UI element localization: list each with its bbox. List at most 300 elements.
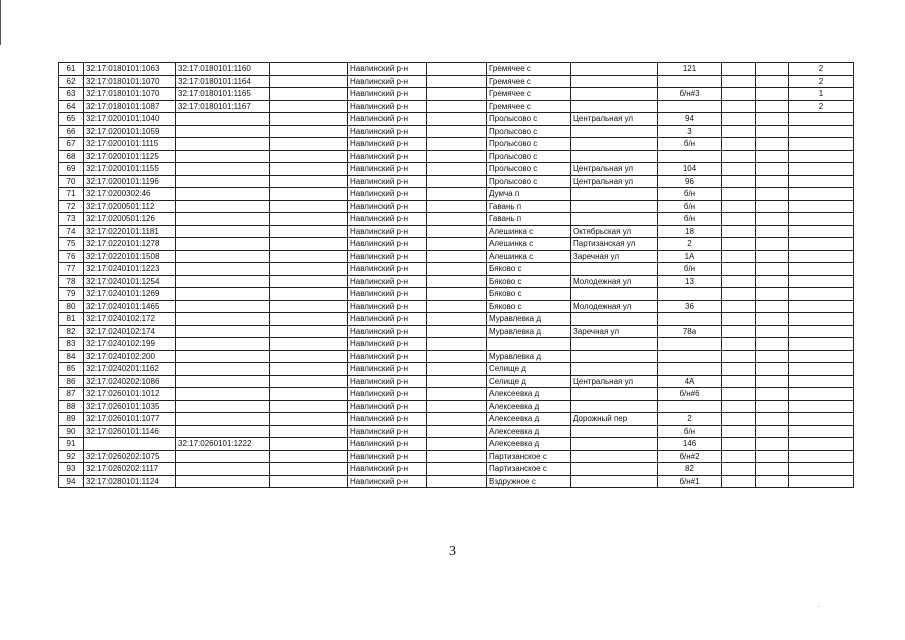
cell-district: Навлинский р-н bbox=[348, 238, 427, 251]
cell-col-12 bbox=[789, 363, 854, 376]
cell-row-number: 70 bbox=[59, 175, 84, 188]
cell-col-12 bbox=[789, 125, 854, 138]
cell-col-11 bbox=[756, 425, 789, 438]
cell-district: Навлинский р-н bbox=[348, 175, 427, 188]
cell-locality: Гремячее с bbox=[487, 75, 571, 88]
cell-parent-cadastral-number bbox=[176, 338, 270, 351]
cell-col-6 bbox=[427, 400, 487, 413]
cell-col-12 bbox=[789, 238, 854, 251]
cell-parent-cadastral-number bbox=[176, 175, 270, 188]
cell-street bbox=[571, 475, 658, 488]
cell-locality: Муравлевка д bbox=[487, 350, 571, 363]
cell-cadastral-number: 32:17:0240102:174 bbox=[84, 325, 176, 338]
cell-parent-cadastral-number bbox=[176, 150, 270, 163]
cell-col-4 bbox=[270, 350, 348, 363]
cell-col-6 bbox=[427, 63, 487, 76]
cell-cadastral-number: 32:17:0180101:1070 bbox=[84, 75, 176, 88]
cell-locality: Пролысово с bbox=[487, 175, 571, 188]
cell-street: Заречная ул bbox=[571, 325, 658, 338]
cell-street: Центральная ул bbox=[571, 113, 658, 126]
cell-col-4 bbox=[270, 438, 348, 451]
table-row bbox=[59, 413, 854, 426]
cell-cadastral-number: 32:17:0180101:1070 bbox=[84, 88, 176, 101]
cell-cadastral-number: 32:17:0200501:126 bbox=[84, 213, 176, 226]
cell-district: Навлинский р-н bbox=[348, 463, 427, 476]
table-row bbox=[59, 188, 854, 201]
cell-street bbox=[571, 125, 658, 138]
cell-street bbox=[571, 463, 658, 476]
cell-district: Навлинский р-н bbox=[348, 300, 427, 313]
cell-col-11 bbox=[756, 63, 789, 76]
cell-row-number: 74 bbox=[59, 225, 84, 238]
cell-col-10 bbox=[722, 100, 756, 113]
cell-col-11 bbox=[756, 175, 789, 188]
cell-row-number: 83 bbox=[59, 338, 84, 351]
table-row bbox=[59, 225, 854, 238]
cell-house-number bbox=[658, 363, 722, 376]
cell-locality: Пролысово с bbox=[487, 125, 571, 138]
cell-col-4 bbox=[270, 175, 348, 188]
cell-house-number bbox=[658, 150, 722, 163]
cell-col-6 bbox=[427, 100, 487, 113]
cell-col-10 bbox=[722, 438, 756, 451]
cell-col-10 bbox=[722, 313, 756, 326]
cell-locality: Алексеевка д bbox=[487, 388, 571, 401]
table-row bbox=[59, 363, 854, 376]
cell-house-number: б/н bbox=[658, 188, 722, 201]
cell-street: Партизанская ул bbox=[571, 238, 658, 251]
cell-locality: Алексеевка д bbox=[487, 438, 571, 451]
cell-parent-cadastral-number bbox=[176, 425, 270, 438]
cell-row-number: 94 bbox=[59, 475, 84, 488]
cell-district: Навлинский р-н bbox=[348, 263, 427, 276]
cell-col-6 bbox=[427, 475, 487, 488]
cell-col-10 bbox=[722, 350, 756, 363]
cell-col-4 bbox=[270, 388, 348, 401]
cell-locality: Бяково с bbox=[487, 275, 571, 288]
cell-house-number: 1А bbox=[658, 250, 722, 263]
cell-col-11 bbox=[756, 238, 789, 251]
cell-district: Навлинский р-н bbox=[348, 413, 427, 426]
cell-col-12: 2 bbox=[789, 100, 854, 113]
cell-col-11 bbox=[756, 263, 789, 276]
cell-col-11 bbox=[756, 200, 789, 213]
cell-cadastral-number: 32:17:0220101:1508 bbox=[84, 250, 176, 263]
page-edge-line bbox=[0, 0, 1, 45]
cell-parent-cadastral-number bbox=[176, 325, 270, 338]
cell-col-11 bbox=[756, 163, 789, 176]
table-row bbox=[59, 425, 854, 438]
cell-district: Навлинский р-н bbox=[348, 275, 427, 288]
cell-col-11 bbox=[756, 438, 789, 451]
cell-col-10 bbox=[722, 388, 756, 401]
cell-house-number: б/н#3 bbox=[658, 88, 722, 101]
cell-col-12 bbox=[789, 188, 854, 201]
cell-col-12 bbox=[789, 275, 854, 288]
table-row bbox=[59, 238, 854, 251]
cell-row-number: 63 bbox=[59, 88, 84, 101]
cell-col-6 bbox=[427, 388, 487, 401]
cell-house-number: б/н bbox=[658, 213, 722, 226]
cell-district: Навлинский р-н bbox=[348, 88, 427, 101]
cell-parent-cadastral-number bbox=[176, 238, 270, 251]
cell-district: Навлинский р-н bbox=[348, 163, 427, 176]
cell-house-number bbox=[658, 350, 722, 363]
table-row bbox=[59, 475, 854, 488]
cell-house-number: 146 bbox=[658, 438, 722, 451]
cell-cadastral-number: 32:17:0200101:1040 bbox=[84, 113, 176, 126]
cell-street: Молодежная ул bbox=[571, 300, 658, 313]
cell-district: Навлинский р-н bbox=[348, 375, 427, 388]
cell-house-number bbox=[658, 100, 722, 113]
cell-row-number: 67 bbox=[59, 138, 84, 151]
cell-col-12: 2 bbox=[789, 75, 854, 88]
cell-col-10 bbox=[722, 113, 756, 126]
cell-col-6 bbox=[427, 288, 487, 301]
cell-street bbox=[571, 88, 658, 101]
cell-col-10 bbox=[722, 175, 756, 188]
cell-row-number: 61 bbox=[59, 63, 84, 76]
cell-cadastral-number: 32:17:0180101:1087 bbox=[84, 100, 176, 113]
cell-col-11 bbox=[756, 413, 789, 426]
cell-col-12 bbox=[789, 350, 854, 363]
cell-district: Навлинский р-н bbox=[348, 438, 427, 451]
cell-col-11 bbox=[756, 125, 789, 138]
cell-col-4 bbox=[270, 63, 348, 76]
table-row bbox=[59, 125, 854, 138]
cell-col-10 bbox=[722, 238, 756, 251]
cell-col-12 bbox=[789, 263, 854, 276]
cell-locality: Гавань п bbox=[487, 200, 571, 213]
cell-col-10 bbox=[722, 400, 756, 413]
cell-col-10 bbox=[722, 375, 756, 388]
cell-parent-cadastral-number bbox=[176, 250, 270, 263]
cell-row-number: 85 bbox=[59, 363, 84, 376]
cell-col-10 bbox=[722, 188, 756, 201]
cell-col-11 bbox=[756, 300, 789, 313]
cell-col-6 bbox=[427, 425, 487, 438]
cell-parent-cadastral-number bbox=[176, 300, 270, 313]
cell-col-6 bbox=[427, 313, 487, 326]
cell-col-4 bbox=[270, 188, 348, 201]
cell-locality: Бяково с bbox=[487, 263, 571, 276]
cell-col-4 bbox=[270, 313, 348, 326]
cell-locality: Алешинка с bbox=[487, 250, 571, 263]
table-row bbox=[59, 263, 854, 276]
cell-col-10 bbox=[722, 425, 756, 438]
cell-row-number: 72 bbox=[59, 200, 84, 213]
cell-locality: Муравлевка д bbox=[487, 325, 571, 338]
cell-cadastral-number: 32:17:0240101:1465 bbox=[84, 300, 176, 313]
table-row bbox=[59, 250, 854, 263]
cell-locality: Бяково с bbox=[487, 288, 571, 301]
cell-street bbox=[571, 75, 658, 88]
cell-locality: Гавань п bbox=[487, 213, 571, 226]
cell-col-6 bbox=[427, 250, 487, 263]
cell-col-11 bbox=[756, 75, 789, 88]
table-row bbox=[59, 288, 854, 301]
cell-col-6 bbox=[427, 225, 487, 238]
table-row bbox=[59, 388, 854, 401]
cell-parent-cadastral-number bbox=[176, 163, 270, 176]
cell-district: Навлинский р-н bbox=[348, 75, 427, 88]
cell-street bbox=[571, 363, 658, 376]
cell-parent-cadastral-number bbox=[176, 138, 270, 151]
cell-street: Заречная ул bbox=[571, 250, 658, 263]
cell-locality: Пролысово с bbox=[487, 150, 571, 163]
cell-col-6 bbox=[427, 450, 487, 463]
cell-col-12 bbox=[789, 450, 854, 463]
cell-parent-cadastral-number bbox=[176, 200, 270, 213]
cell-cadastral-number: 32:17:0240101:1254 bbox=[84, 275, 176, 288]
table-row bbox=[59, 200, 854, 213]
cell-locality: Пролысово с bbox=[487, 163, 571, 176]
table-row bbox=[59, 113, 854, 126]
cell-street bbox=[571, 438, 658, 451]
cell-district: Навлинский р-н bbox=[348, 313, 427, 326]
cell-cadastral-number: 32:17:0260101:1012 bbox=[84, 388, 176, 401]
table-row bbox=[59, 350, 854, 363]
cell-col-6 bbox=[427, 413, 487, 426]
cell-parent-cadastral-number bbox=[176, 363, 270, 376]
cell-street bbox=[571, 338, 658, 351]
cell-col-11 bbox=[756, 250, 789, 263]
cell-col-6 bbox=[427, 238, 487, 251]
cell-house-number bbox=[658, 338, 722, 351]
cell-col-11 bbox=[756, 113, 789, 126]
cell-col-4 bbox=[270, 275, 348, 288]
cell-parent-cadastral-number: 32:17:0180101:1167 bbox=[176, 100, 270, 113]
cell-district: Навлинский р-н bbox=[348, 338, 427, 351]
cell-street bbox=[571, 350, 658, 363]
cell-cadastral-number: 32:17:0240102:172 bbox=[84, 313, 176, 326]
cell-district: Навлинский р-н bbox=[348, 225, 427, 238]
cell-parent-cadastral-number bbox=[176, 125, 270, 138]
cell-row-number: 88 bbox=[59, 400, 84, 413]
cell-locality: Бяково с bbox=[487, 300, 571, 313]
cell-street: Центральная ул bbox=[571, 175, 658, 188]
cell-street bbox=[571, 63, 658, 76]
cell-cadastral-number: 32:17:0200101:1115 bbox=[84, 138, 176, 151]
cell-col-12 bbox=[789, 313, 854, 326]
cell-locality: Алексеевка д bbox=[487, 413, 571, 426]
cell-col-10 bbox=[722, 413, 756, 426]
table-row bbox=[59, 175, 854, 188]
cell-col-11 bbox=[756, 400, 789, 413]
cell-col-4 bbox=[270, 400, 348, 413]
cell-col-12 bbox=[789, 288, 854, 301]
cell-cadastral-number: 32:17:0240201:1162 bbox=[84, 363, 176, 376]
cell-col-11 bbox=[756, 213, 789, 226]
cell-col-10 bbox=[722, 475, 756, 488]
cell-col-6 bbox=[427, 150, 487, 163]
cell-col-6 bbox=[427, 300, 487, 313]
cell-col-4 bbox=[270, 163, 348, 176]
cell-district: Навлинский р-н bbox=[348, 138, 427, 151]
cell-house-number: 18 bbox=[658, 225, 722, 238]
cell-district: Навлинский р-н bbox=[348, 425, 427, 438]
cell-row-number: 92 bbox=[59, 450, 84, 463]
cell-district: Навлинский р-н bbox=[348, 188, 427, 201]
cell-parent-cadastral-number bbox=[176, 463, 270, 476]
cell-col-4 bbox=[270, 425, 348, 438]
cell-cadastral-number: 32:17:0200101:1059 bbox=[84, 125, 176, 138]
table-row bbox=[59, 313, 854, 326]
cell-col-4 bbox=[270, 300, 348, 313]
cell-row-number: 90 bbox=[59, 425, 84, 438]
cell-parent-cadastral-number bbox=[176, 188, 270, 201]
cell-row-number: 78 bbox=[59, 275, 84, 288]
cell-col-11 bbox=[756, 325, 789, 338]
cell-col-6 bbox=[427, 363, 487, 376]
cell-col-4 bbox=[270, 150, 348, 163]
cell-col-10 bbox=[722, 88, 756, 101]
table-row bbox=[59, 275, 854, 288]
cell-col-10 bbox=[722, 250, 756, 263]
table-row bbox=[59, 438, 854, 451]
cell-house-number: 104 bbox=[658, 163, 722, 176]
cell-col-6 bbox=[427, 175, 487, 188]
cell-col-4 bbox=[270, 200, 348, 213]
cell-col-12 bbox=[789, 475, 854, 488]
table-row bbox=[59, 138, 854, 151]
table-row bbox=[59, 450, 854, 463]
cell-col-4 bbox=[270, 75, 348, 88]
cell-col-4 bbox=[270, 263, 348, 276]
cell-col-11 bbox=[756, 350, 789, 363]
cell-col-12: 1 bbox=[789, 88, 854, 101]
cell-col-4 bbox=[270, 125, 348, 138]
cell-col-12 bbox=[789, 225, 854, 238]
table-row bbox=[59, 75, 854, 88]
cell-street: Дорожный пер bbox=[571, 413, 658, 426]
cell-col-12 bbox=[789, 438, 854, 451]
cell-locality: Гремячее с bbox=[487, 63, 571, 76]
cell-district: Навлинский р-н bbox=[348, 200, 427, 213]
cell-cadastral-number: 32:17:0220101:1181 bbox=[84, 225, 176, 238]
cell-col-10 bbox=[722, 125, 756, 138]
cell-house-number: б/н#6 bbox=[658, 388, 722, 401]
table-row bbox=[59, 163, 854, 176]
cell-row-number: 86 bbox=[59, 375, 84, 388]
cell-row-number: 87 bbox=[59, 388, 84, 401]
cell-col-4 bbox=[270, 375, 348, 388]
cell-district: Навлинский р-н bbox=[348, 250, 427, 263]
cell-cadastral-number: 32:17:0240202:1086 bbox=[84, 375, 176, 388]
cell-col-12 bbox=[789, 300, 854, 313]
cell-parent-cadastral-number bbox=[176, 388, 270, 401]
cell-col-10 bbox=[722, 275, 756, 288]
cell-street bbox=[571, 263, 658, 276]
cell-row-number: 93 bbox=[59, 463, 84, 476]
cell-street bbox=[571, 288, 658, 301]
cell-col-11 bbox=[756, 150, 789, 163]
cell-house-number: 36 bbox=[658, 300, 722, 313]
cell-col-6 bbox=[427, 163, 487, 176]
cell-row-number: 71 bbox=[59, 188, 84, 201]
cell-col-4 bbox=[270, 225, 348, 238]
cell-house-number: 13 bbox=[658, 275, 722, 288]
cell-parent-cadastral-number: 32:17:0180101:1165 bbox=[176, 88, 270, 101]
cell-locality: Гремячее с bbox=[487, 88, 571, 101]
cell-locality: Алексеевка д bbox=[487, 400, 571, 413]
cell-row-number: 77 bbox=[59, 263, 84, 276]
cell-street bbox=[571, 313, 658, 326]
cell-locality: Селище д bbox=[487, 363, 571, 376]
cell-street bbox=[571, 400, 658, 413]
cell-col-11 bbox=[756, 463, 789, 476]
cell-col-12 bbox=[789, 413, 854, 426]
cell-house-number: 94 bbox=[658, 113, 722, 126]
cell-cadastral-number: 32:17:0200501:112 bbox=[84, 200, 176, 213]
cell-house-number: б/н#2 bbox=[658, 450, 722, 463]
property-registry-table bbox=[58, 62, 854, 488]
cell-street: Центральная ул bbox=[571, 375, 658, 388]
cell-col-10 bbox=[722, 138, 756, 151]
cell-street: Молодежная ул bbox=[571, 275, 658, 288]
cell-col-6 bbox=[427, 88, 487, 101]
cell-locality: Гремячее с bbox=[487, 100, 571, 113]
cell-col-10 bbox=[722, 163, 756, 176]
cell-street bbox=[571, 200, 658, 213]
cell-col-6 bbox=[427, 375, 487, 388]
cell-row-number: 65 bbox=[59, 113, 84, 126]
table-row bbox=[59, 375, 854, 388]
table-row bbox=[59, 88, 854, 101]
cell-district: Навлинский р-н bbox=[348, 288, 427, 301]
cell-col-12 bbox=[789, 400, 854, 413]
cell-col-12 bbox=[789, 425, 854, 438]
cell-col-4 bbox=[270, 138, 348, 151]
cell-col-12 bbox=[789, 200, 854, 213]
cell-col-10 bbox=[722, 338, 756, 351]
cell-row-number: 82 bbox=[59, 325, 84, 338]
cell-col-11 bbox=[756, 475, 789, 488]
cell-parent-cadastral-number bbox=[176, 375, 270, 388]
cell-cadastral-number bbox=[84, 438, 176, 451]
cell-col-4 bbox=[270, 363, 348, 376]
cell-parent-cadastral-number bbox=[176, 213, 270, 226]
cell-district: Навлинский р-н bbox=[348, 150, 427, 163]
cell-col-12 bbox=[789, 138, 854, 151]
scan-speck bbox=[818, 606, 819, 607]
cell-col-6 bbox=[427, 125, 487, 138]
cell-district: Навлинский р-н bbox=[348, 325, 427, 338]
cell-street bbox=[571, 450, 658, 463]
cell-house-number: б/н bbox=[658, 200, 722, 213]
cell-street: Центральная ул bbox=[571, 163, 658, 176]
cell-row-number: 69 bbox=[59, 163, 84, 176]
cell-row-number: 80 bbox=[59, 300, 84, 313]
cell-locality bbox=[487, 338, 571, 351]
cell-district: Навлинский р-н bbox=[348, 350, 427, 363]
cell-district: Навлинский р-н bbox=[348, 363, 427, 376]
cell-col-10 bbox=[722, 288, 756, 301]
cell-col-12 bbox=[789, 325, 854, 338]
cell-row-number: 79 bbox=[59, 288, 84, 301]
cell-col-4 bbox=[270, 113, 348, 126]
cell-parent-cadastral-number bbox=[176, 275, 270, 288]
cell-col-4 bbox=[270, 325, 348, 338]
cell-col-6 bbox=[427, 275, 487, 288]
cell-house-number: 3 bbox=[658, 125, 722, 138]
cell-district: Навлинский р-н bbox=[348, 450, 427, 463]
cell-locality: Вздружное с bbox=[487, 475, 571, 488]
cell-house-number: 2 bbox=[658, 413, 722, 426]
cell-parent-cadastral-number bbox=[176, 113, 270, 126]
cell-parent-cadastral-number bbox=[176, 450, 270, 463]
page-number: 3 bbox=[449, 544, 456, 559]
